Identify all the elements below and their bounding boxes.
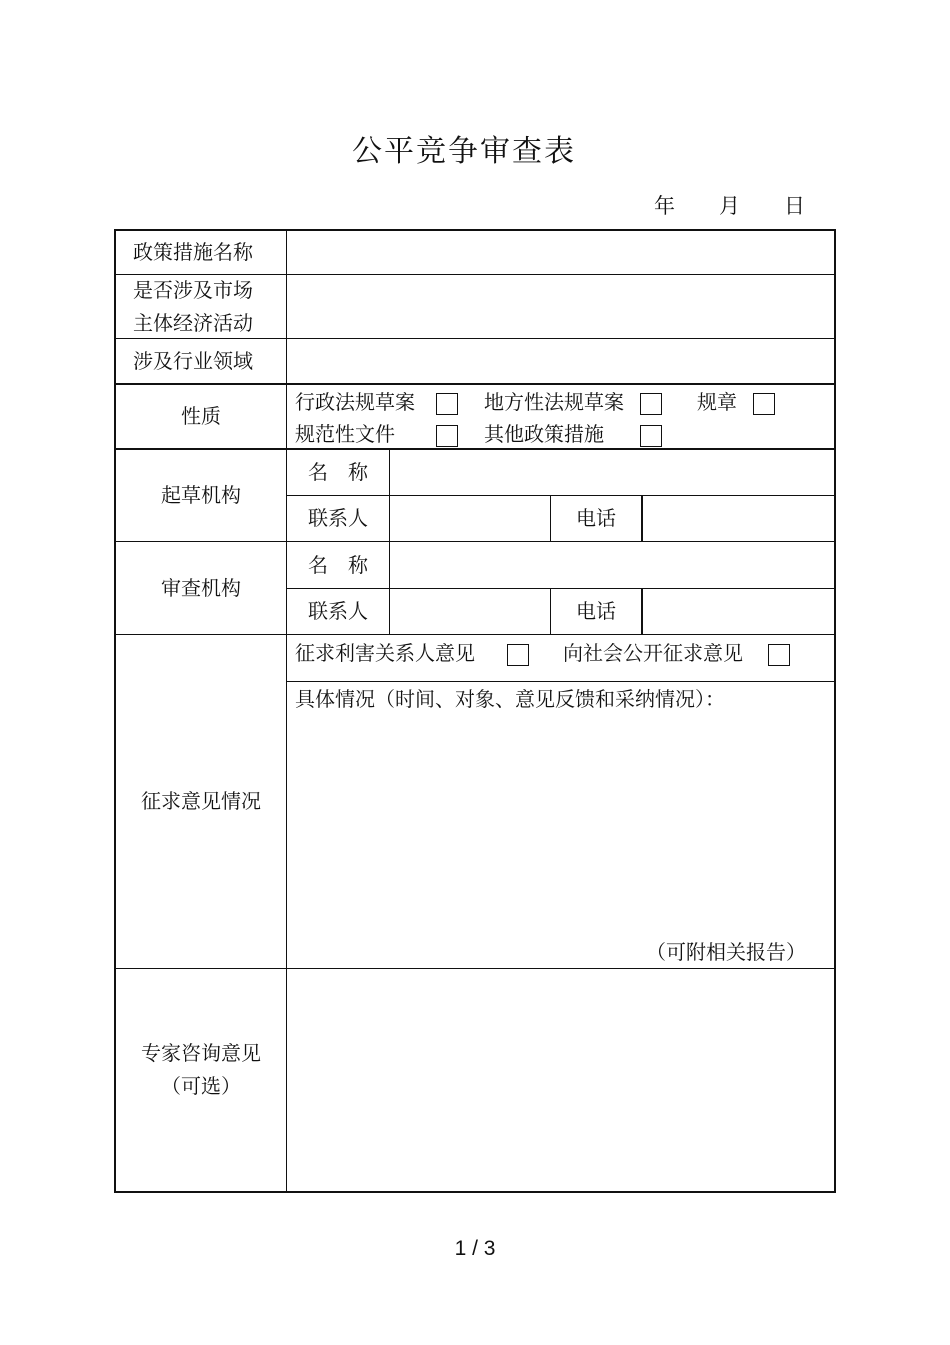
policy-name-field[interactable]	[286, 229, 836, 275]
option-normative-doc-label: 规范性文件	[295, 422, 395, 446]
drafting-org-label	[114, 448, 287, 542]
public-option-checkbox[interactable]	[768, 644, 790, 666]
market-activity-field[interactable]	[286, 274, 836, 339]
option-rule-checkbox[interactable]	[753, 393, 775, 415]
stakeholder-option-label: 征求利害关系人意见	[295, 641, 475, 665]
date-year[interactable]: 年	[654, 194, 675, 218]
review-contact-label	[286, 588, 390, 635]
date-month[interactable]: 月	[719, 194, 740, 218]
opinion-solicitation-label	[114, 634, 287, 969]
industry-field[interactable]	[286, 338, 836, 384]
nature-options	[286, 383, 836, 449]
review-phone-field[interactable]	[642, 588, 836, 635]
drafting-name-label	[286, 448, 390, 496]
expert-opinion-text: 专家咨询意见	[141, 1041, 261, 1065]
expert-opinion-label	[114, 968, 287, 1193]
review-name-label	[286, 541, 390, 589]
details-label: 具体情况（时间、对象、意见反馈和采纳情况）：	[295, 687, 725, 711]
review-contact-field[interactable]	[389, 588, 551, 635]
date-line	[0, 190, 950, 220]
market-activity-text-2: 主体经济活动	[133, 310, 253, 335]
drafting-contact-label	[286, 495, 390, 542]
option-local-regulation-checkbox[interactable]	[640, 393, 662, 415]
drafting-phone-label	[550, 495, 643, 542]
drafting-name-field[interactable]	[389, 448, 836, 496]
policy-name-label	[114, 229, 287, 275]
option-normative-doc-checkbox[interactable]	[436, 425, 458, 447]
option-other-policy-checkbox[interactable]	[640, 425, 662, 447]
review-name-field[interactable]	[389, 541, 836, 589]
option-other-policy-label: 其他政策措施	[484, 422, 604, 446]
nature-label	[114, 383, 287, 449]
option-admin-regulation-label: 行政法规草案	[295, 390, 415, 414]
drafting-phone-field[interactable]	[642, 495, 836, 542]
review-contact-text: 联系人	[308, 599, 368, 623]
review-name-text: 名 称	[308, 552, 368, 577]
industry-text: 涉及行业领域	[133, 348, 253, 373]
option-local-regulation-label: 地方性法规草案	[484, 390, 624, 414]
drafting-name-text: 名 称	[308, 460, 368, 484]
public-option-label: 向社会公开征求意见	[563, 641, 743, 665]
solicitation-options	[286, 634, 836, 682]
drafting-phone-text: 电话	[576, 506, 616, 530]
option-rule-label: 规章	[697, 390, 737, 414]
nature-text: 性质	[181, 404, 221, 428]
market-activity-label	[114, 274, 287, 339]
date-day[interactable]: 日	[784, 194, 805, 218]
opinion-solicitation-text: 征求意见情况	[141, 789, 261, 813]
stakeholder-option-checkbox[interactable]	[507, 644, 529, 666]
review-phone-text: 电话	[576, 599, 616, 623]
solicitation-details-field[interactable]	[286, 681, 836, 969]
drafting-org-text: 起草机构	[161, 483, 241, 507]
industry-label	[114, 338, 287, 384]
review-phone-label	[550, 588, 643, 635]
expert-optional-text: （可选）	[161, 1074, 241, 1098]
review-org-text: 审查机构	[161, 575, 241, 600]
market-activity-text-1: 是否涉及市场	[133, 277, 253, 302]
drafting-contact-field[interactable]	[389, 495, 551, 542]
page-title: 公平竞争审查表	[352, 134, 576, 169]
drafting-contact-text: 联系人	[308, 506, 368, 530]
page-number: 1 / 3	[454, 1237, 496, 1260]
attach-note: （可附相关报告）	[646, 940, 806, 964]
review-org-label	[114, 541, 287, 635]
policy-name-text: 政策措施名称	[133, 240, 253, 264]
option-admin-regulation-checkbox[interactable]	[436, 393, 458, 415]
expert-opinion-field[interactable]	[286, 968, 836, 1193]
